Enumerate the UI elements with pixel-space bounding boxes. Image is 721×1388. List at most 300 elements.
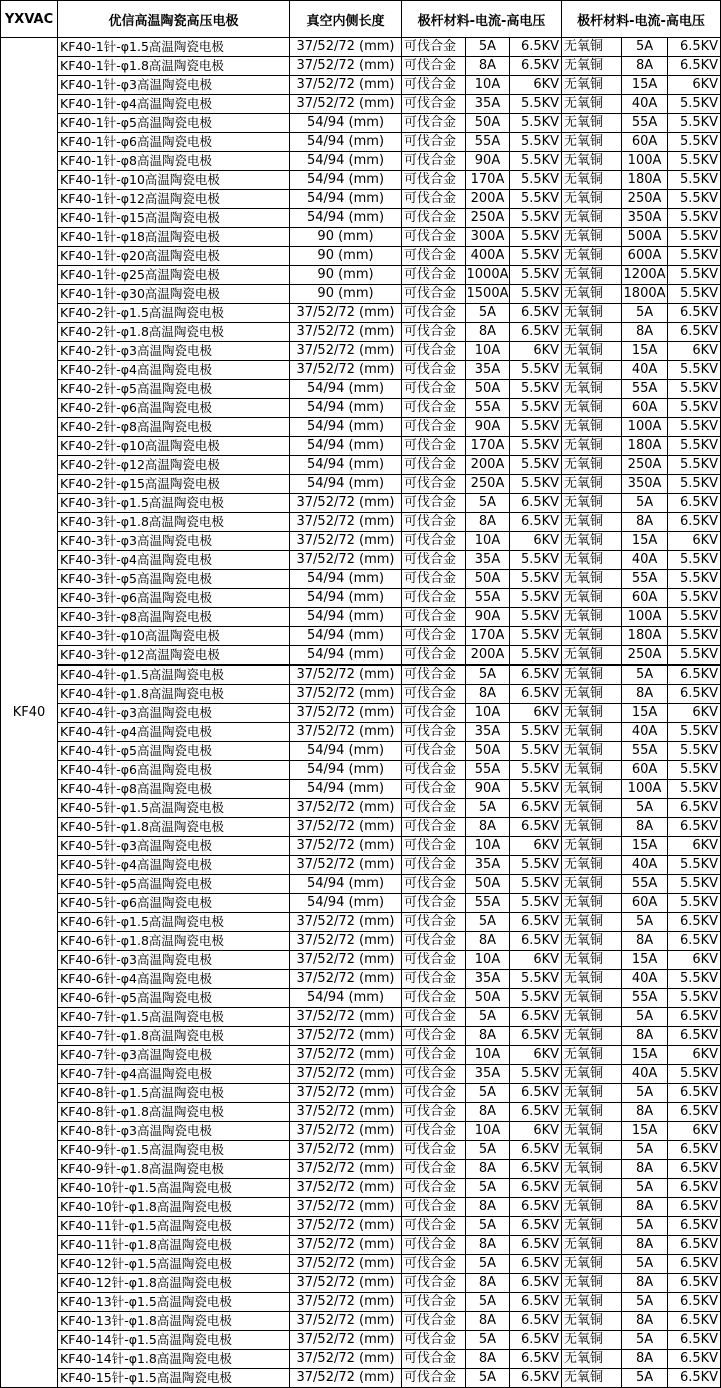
rod-material-b-cell: 无氧铜: [562, 551, 622, 570]
vacuum-length-cell: 37/52/72 (mm): [290, 323, 402, 342]
current-b-cell: 250A: [622, 456, 668, 475]
current-a-cell: 8A: [466, 1103, 510, 1122]
rod-material-b-cell: 无氧铜: [562, 646, 622, 666]
product-header: 优信高温陶瓷高压电极: [58, 1, 290, 38]
voltage-b-cell: 5.5KV: [668, 247, 721, 266]
voltage-a-cell: 5.5KV: [510, 1065, 562, 1084]
rod-material-b-cell: 无氧铜: [562, 1369, 622, 1388]
vacuum-length-cell: 37/52/72 (mm): [290, 1008, 402, 1027]
voltage-b-cell: 6.5KV: [668, 1217, 721, 1236]
current-a-cell: 90A: [466, 780, 510, 799]
table-row: [1, 913, 721, 932]
rod-material-b-cell: 无氧铜: [562, 608, 622, 627]
vacuum-length-cell: 54/94 (mm): [290, 780, 402, 799]
vacuum-length-cell: 37/52/72 (mm): [290, 1122, 402, 1141]
voltage-a-cell: 6.5KV: [510, 1179, 562, 1198]
table-row: [1, 1350, 721, 1369]
vacuum-length-cell: 37/52/72 (mm): [290, 837, 402, 856]
length-header: 真空内侧长度: [290, 1, 402, 38]
voltage-b-cell: 6KV: [668, 837, 721, 856]
current-a-cell: 35A: [466, 551, 510, 570]
vacuum-length-cell: 37/52/72 (mm): [290, 799, 402, 818]
vacuum-length-cell: 54/94 (mm): [290, 627, 402, 646]
rod-material-b-cell: 无氧铜: [562, 1008, 622, 1027]
current-b-cell: 100A: [622, 780, 668, 799]
vacuum-length-cell: 37/52/72 (mm): [290, 38, 402, 57]
voltage-a-cell: 5.5KV: [510, 875, 562, 894]
current-b-cell: 350A: [622, 209, 668, 228]
voltage-b-cell: 5.5KV: [668, 970, 721, 989]
product-name-cell: KF40-5针-φ5高温陶瓷电极: [58, 875, 290, 894]
current-a-cell: 5A: [466, 1084, 510, 1103]
current-b-cell: 60A: [622, 589, 668, 608]
voltage-a-cell: 5.5KV: [510, 761, 562, 780]
table-row: [1, 57, 721, 76]
voltage-a-cell: 6.5KV: [510, 1103, 562, 1122]
current-a-cell: 8A: [466, 818, 510, 837]
rod-material-a-cell: 可伐合金: [402, 913, 466, 932]
vacuum-length-cell: 37/52/72 (mm): [290, 1236, 402, 1255]
rod-material-b-cell: 无氧铜: [562, 1084, 622, 1103]
table-row: [1, 171, 721, 190]
voltage-b-cell: 6.5KV: [668, 932, 721, 951]
product-name-cell: KF40-1针-φ30高温陶瓷电极: [58, 285, 290, 304]
vacuum-length-cell: 54/94 (mm): [290, 989, 402, 1008]
rod-material-a-cell: 可伐合金: [402, 494, 466, 513]
current-a-cell: 200A: [466, 190, 510, 209]
current-a-cell: 8A: [466, 1350, 510, 1369]
current-a-cell: 10A: [466, 837, 510, 856]
voltage-b-cell: 5.5KV: [668, 875, 721, 894]
table-row: [1, 95, 721, 114]
vacuum-length-cell: 54/94 (mm): [290, 456, 402, 475]
table-row: [1, 704, 721, 723]
vacuum-length-cell: 37/52/72 (mm): [290, 551, 402, 570]
product-name-cell: KF40-1针-φ15高温陶瓷电极: [58, 209, 290, 228]
table-row: [1, 342, 721, 361]
table-row: [1, 475, 721, 494]
vacuum-length-cell: 37/52/72 (mm): [290, 95, 402, 114]
current-a-cell: 8A: [466, 513, 510, 532]
vacuum-length-cell: 37/52/72 (mm): [290, 1141, 402, 1160]
rod-material-a-cell: 可伐合金: [402, 989, 466, 1008]
product-name-cell: KF40-11针-φ1.8高温陶瓷电极: [58, 1236, 290, 1255]
current-a-cell: 400A: [466, 247, 510, 266]
current-a-cell: 8A: [466, 323, 510, 342]
current-a-cell: 35A: [466, 970, 510, 989]
product-name-cell: KF40-1针-φ25高温陶瓷电极: [58, 266, 290, 285]
voltage-a-cell: 5.5KV: [510, 970, 562, 989]
vacuum-length-cell: 90 (mm): [290, 247, 402, 266]
product-name-cell: KF40-2针-φ10高温陶瓷电极: [58, 437, 290, 456]
voltage-a-cell: 6.5KV: [510, 1350, 562, 1369]
product-name-cell: KF40-4针-φ4高温陶瓷电极: [58, 723, 290, 742]
rod-material-b-cell: 无氧铜: [562, 1293, 622, 1312]
product-name-cell: KF40-2针-φ12高温陶瓷电极: [58, 456, 290, 475]
table-row: [1, 723, 721, 742]
current-b-cell: 250A: [622, 646, 668, 666]
rod-material-a-cell: 可伐合金: [402, 1122, 466, 1141]
current-b-cell: 8A: [622, 513, 668, 532]
voltage-a-cell: 5.5KV: [510, 989, 562, 1008]
voltage-b-cell: 5.5KV: [668, 780, 721, 799]
table-row: [1, 951, 721, 970]
product-name-cell: KF40-2针-φ6高温陶瓷电极: [58, 399, 290, 418]
voltage-a-cell: 6.5KV: [510, 1160, 562, 1179]
voltage-b-cell: 6.5KV: [668, 323, 721, 342]
current-a-cell: 200A: [466, 456, 510, 475]
product-name-cell: KF40-6针-φ4高温陶瓷电极: [58, 970, 290, 989]
table-row: [1, 1103, 721, 1122]
vacuum-length-cell: 37/52/72 (mm): [290, 304, 402, 323]
table-row: [1, 266, 721, 285]
voltage-a-cell: 5.5KV: [510, 171, 562, 190]
rod-material-a-cell: 可伐合金: [402, 1046, 466, 1065]
voltage-a-cell: 5.5KV: [510, 361, 562, 380]
rod-material-a-cell: 可伐合金: [402, 761, 466, 780]
rod-material-a-cell: 可伐合金: [402, 704, 466, 723]
table-row: [1, 513, 721, 532]
vacuum-length-cell: 37/52/72 (mm): [290, 342, 402, 361]
voltage-b-cell: 5.5KV: [668, 266, 721, 285]
current-b-cell: 8A: [622, 818, 668, 837]
voltage-b-cell: 5.5KV: [668, 171, 721, 190]
current-b-cell: 350A: [622, 475, 668, 494]
voltage-a-cell: 5.5KV: [510, 627, 562, 646]
table-row: [1, 494, 721, 513]
rod-material-b-cell: 无氧铜: [562, 799, 622, 818]
rod-material-a-cell: 可伐合金: [402, 152, 466, 171]
rod-material-b-cell: 无氧铜: [562, 627, 622, 646]
voltage-b-cell: 6.5KV: [668, 1369, 721, 1388]
current-b-cell: 180A: [622, 437, 668, 456]
rod-material-a-cell: 可伐合金: [402, 608, 466, 627]
rod-material-a-cell: 可伐合金: [402, 646, 466, 666]
current-a-cell: 170A: [466, 627, 510, 646]
rod-material-a-cell: 可伐合金: [402, 627, 466, 646]
current-b-cell: 55A: [622, 570, 668, 589]
table-row: [1, 837, 721, 856]
table-row: [1, 1331, 721, 1350]
voltage-a-cell: 6.5KV: [510, 1008, 562, 1027]
product-name-cell: KF40-10针-φ1.8高温陶瓷电极: [58, 1198, 290, 1217]
voltage-a-cell: 6.5KV: [510, 1084, 562, 1103]
product-name-cell: KF40-4针-φ8高温陶瓷电极: [58, 780, 290, 799]
current-b-cell: 15A: [622, 1046, 668, 1065]
rod-material-a-cell: 可伐合金: [402, 380, 466, 399]
rod-material-b-cell: 无氧铜: [562, 1065, 622, 1084]
voltage-b-cell: 6.5KV: [668, 38, 721, 57]
current-b-cell: 40A: [622, 856, 668, 875]
rod-material-a-cell: 可伐合金: [402, 1369, 466, 1388]
current-b-cell: 100A: [622, 152, 668, 171]
rod-material-a-cell: 可伐合金: [402, 1027, 466, 1046]
vacuum-length-cell: 37/52/72 (mm): [290, 1255, 402, 1274]
table-row: [1, 742, 721, 761]
current-b-cell: 5A: [622, 1008, 668, 1027]
table-row: [1, 685, 721, 704]
table-row: [1, 627, 721, 646]
rod-material-a-cell: 可伐合金: [402, 799, 466, 818]
product-name-cell: KF40-3针-φ4高温陶瓷电极: [58, 551, 290, 570]
rod-material-b-cell: 无氧铜: [562, 190, 622, 209]
rod-material-a-cell: 可伐合金: [402, 951, 466, 970]
rod-material-b-cell: 无氧铜: [562, 970, 622, 989]
rod-material-a-cell: 可伐合金: [402, 1008, 466, 1027]
current-b-cell: 40A: [622, 361, 668, 380]
voltage-b-cell: 6KV: [668, 951, 721, 970]
vacuum-length-cell: 90 (mm): [290, 285, 402, 304]
voltage-b-cell: 6.5KV: [668, 1198, 721, 1217]
current-a-cell: 10A: [466, 1122, 510, 1141]
product-name-cell: KF40-7针-φ1.5高温陶瓷电极: [58, 1008, 290, 1027]
table-row: [1, 780, 721, 799]
rod-material-a-cell: 可伐合金: [402, 1160, 466, 1179]
current-a-cell: 5A: [466, 1217, 510, 1236]
rod-material-b-cell: 无氧铜: [562, 1255, 622, 1274]
rod-material-a-cell: 可伐合金: [402, 1103, 466, 1122]
product-name-cell: KF40-3针-φ5高温陶瓷电极: [58, 570, 290, 589]
current-b-cell: 5A: [622, 913, 668, 932]
vacuum-length-cell: 37/52/72 (mm): [290, 1065, 402, 1084]
voltage-a-cell: 6.5KV: [510, 1293, 562, 1312]
current-a-cell: 8A: [466, 1198, 510, 1217]
table-row: [1, 323, 721, 342]
current-a-cell: 50A: [466, 875, 510, 894]
voltage-b-cell: 5.5KV: [668, 723, 721, 742]
vacuum-length-cell: 54/94 (mm): [290, 894, 402, 913]
rod-material-a-cell: 可伐合金: [402, 894, 466, 913]
voltage-b-cell: 6KV: [668, 342, 721, 361]
rod-material-b-cell: 无氧铜: [562, 1179, 622, 1198]
current-b-cell: 8A: [622, 1103, 668, 1122]
current-a-cell: 10A: [466, 532, 510, 551]
product-name-cell: KF40-6针-φ5高温陶瓷电极: [58, 989, 290, 1008]
current-b-cell: 15A: [622, 532, 668, 551]
rod-material-b-cell: 无氧铜: [562, 856, 622, 875]
product-name-cell: KF40-1针-φ10高温陶瓷电极: [58, 171, 290, 190]
table-row: [1, 1065, 721, 1084]
vacuum-length-cell: 54/94 (mm): [290, 190, 402, 209]
voltage-b-cell: 6.5KV: [668, 913, 721, 932]
voltage-b-cell: 5.5KV: [668, 646, 721, 666]
rod-material-a-cell: 可伐合金: [402, 780, 466, 799]
vacuum-length-cell: 37/52/72 (mm): [290, 1274, 402, 1293]
vacuum-length-cell: 54/94 (mm): [290, 418, 402, 437]
vacuum-length-cell: 54/94 (mm): [290, 875, 402, 894]
table-row: [1, 551, 721, 570]
current-b-cell: 500A: [622, 228, 668, 247]
current-b-cell: 60A: [622, 133, 668, 152]
rod-material-a-cell: 可伐合金: [402, 742, 466, 761]
current-a-cell: 5A: [466, 1141, 510, 1160]
rod-material-a-cell: 可伐合金: [402, 1217, 466, 1236]
rod-material-b-cell: 无氧铜: [562, 228, 622, 247]
table-row: [1, 38, 721, 57]
current-b-cell: 40A: [622, 551, 668, 570]
rod-material-b-cell: 无氧铜: [562, 1046, 622, 1065]
product-name-cell: KF40-8针-φ3高温陶瓷电极: [58, 1122, 290, 1141]
current-b-cell: 5A: [622, 38, 668, 57]
voltage-a-cell: 6KV: [510, 951, 562, 970]
current-a-cell: 8A: [466, 1027, 510, 1046]
current-b-cell: 15A: [622, 837, 668, 856]
voltage-b-cell: 5.5KV: [668, 209, 721, 228]
vacuum-length-cell: 37/52/72 (mm): [290, 665, 402, 685]
current-a-cell: 55A: [466, 133, 510, 152]
product-name-cell: KF40-9针-φ1.8高温陶瓷电极: [58, 1160, 290, 1179]
product-name-cell: KF40-1针-φ20高温陶瓷电极: [58, 247, 290, 266]
current-a-cell: 55A: [466, 761, 510, 780]
current-a-cell: 50A: [466, 114, 510, 133]
rod-material-b-cell: 无氧铜: [562, 380, 622, 399]
voltage-a-cell: 5.5KV: [510, 608, 562, 627]
table-row: [1, 1141, 721, 1160]
rod-material-a-cell: 可伐合金: [402, 266, 466, 285]
voltage-a-cell: 6.5KV: [510, 799, 562, 818]
rod-material-a-cell: 可伐合金: [402, 247, 466, 266]
current-b-cell: 1800A: [622, 285, 668, 304]
current-b-cell: 8A: [622, 323, 668, 342]
vacuum-length-cell: 37/52/72 (mm): [290, 1084, 402, 1103]
product-name-cell: KF40-2针-φ15高温陶瓷电极: [58, 475, 290, 494]
vacuum-length-cell: 54/94 (mm): [290, 152, 402, 171]
table-row: [1, 380, 721, 399]
voltage-b-cell: 5.5KV: [668, 380, 721, 399]
current-a-cell: 35A: [466, 856, 510, 875]
voltage-b-cell: 6.5KV: [668, 1350, 721, 1369]
product-name-cell: KF40-4针-φ5高温陶瓷电极: [58, 742, 290, 761]
voltage-b-cell: 5.5KV: [668, 456, 721, 475]
voltage-b-cell: 6.5KV: [668, 1141, 721, 1160]
voltage-a-cell: 6.5KV: [510, 494, 562, 513]
current-b-cell: 8A: [622, 685, 668, 704]
current-a-cell: 35A: [466, 1065, 510, 1084]
rod-material-a-cell: 可伐合金: [402, 1293, 466, 1312]
voltage-a-cell: 6.5KV: [510, 685, 562, 704]
current-b-cell: 8A: [622, 1350, 668, 1369]
product-name-cell: KF40-2针-φ3高温陶瓷电极: [58, 342, 290, 361]
voltage-b-cell: 6.5KV: [668, 1236, 721, 1255]
voltage-b-cell: 6.5KV: [668, 799, 721, 818]
voltage-a-cell: 6.5KV: [510, 1236, 562, 1255]
rod-material-a-cell: 可伐合金: [402, 818, 466, 837]
rod-material-a-cell: 可伐合金: [402, 285, 466, 304]
rod-material-a-cell: 可伐合金: [402, 76, 466, 95]
current-a-cell: 10A: [466, 342, 510, 361]
table-row: [1, 1293, 721, 1312]
voltage-a-cell: 5.5KV: [510, 285, 562, 304]
vacuum-length-cell: 37/52/72 (mm): [290, 1103, 402, 1122]
rod-material-b-cell: 无氧铜: [562, 494, 622, 513]
voltage-a-cell: 5.5KV: [510, 380, 562, 399]
vacuum-length-cell: 37/52/72 (mm): [290, 57, 402, 76]
voltage-a-cell: 6.5KV: [510, 1141, 562, 1160]
rod-material-a-cell: 可伐合金: [402, 551, 466, 570]
product-name-cell: KF40-6针-φ1.5高温陶瓷电极: [58, 913, 290, 932]
rod-material-a-cell: 可伐合金: [402, 323, 466, 342]
table-row: [1, 1217, 721, 1236]
current-a-cell: 170A: [466, 437, 510, 456]
vacuum-length-cell: 54/94 (mm): [290, 114, 402, 133]
product-name-cell: KF40-3针-φ12高温陶瓷电极: [58, 646, 290, 666]
voltage-a-cell: 6.5KV: [510, 932, 562, 951]
voltage-b-cell: 6.5KV: [668, 1084, 721, 1103]
current-a-cell: 5A: [466, 1008, 510, 1027]
voltage-b-cell: 5.5KV: [668, 228, 721, 247]
table-row: [1, 247, 721, 266]
voltage-b-cell: 6.5KV: [668, 685, 721, 704]
voltage-a-cell: 6.5KV: [510, 513, 562, 532]
vacuum-length-cell: 37/52/72 (mm): [290, 1027, 402, 1046]
rod-material-a-cell: 可伐合金: [402, 570, 466, 589]
current-a-cell: 8A: [466, 1160, 510, 1179]
voltage-b-cell: 6.5KV: [668, 494, 721, 513]
vacuum-length-cell: 54/94 (mm): [290, 761, 402, 780]
current-b-cell: 15A: [622, 951, 668, 970]
current-a-cell: 5A: [466, 304, 510, 323]
vacuum-length-cell: 90 (mm): [290, 266, 402, 285]
current-a-cell: 170A: [466, 171, 510, 190]
product-name-cell: KF40-5针-φ4高温陶瓷电极: [58, 856, 290, 875]
current-a-cell: 35A: [466, 723, 510, 742]
product-name-cell: KF40-1针-φ1.5高温陶瓷电极: [58, 38, 290, 57]
vacuum-length-cell: 54/94 (mm): [290, 437, 402, 456]
product-name-cell: KF40-6针-φ3高温陶瓷电极: [58, 951, 290, 970]
rod-material-b-cell: 无氧铜: [562, 1122, 622, 1141]
table-row: [1, 1312, 721, 1331]
table-row: [1, 399, 721, 418]
voltage-a-cell: 5.5KV: [510, 570, 562, 589]
product-name-cell: KF40-9针-φ1.5高温陶瓷电极: [58, 1141, 290, 1160]
product-name-cell: KF40-3针-φ10高温陶瓷电极: [58, 627, 290, 646]
current-b-cell: 8A: [622, 932, 668, 951]
voltage-a-cell: 5.5KV: [510, 95, 562, 114]
voltage-a-cell: 5.5KV: [510, 152, 562, 171]
rod-material-a-cell: 可伐合金: [402, 456, 466, 475]
current-a-cell: 90A: [466, 152, 510, 171]
rod-material-b-cell: 无氧铜: [562, 152, 622, 171]
rod-material-b-cell: 无氧铜: [562, 57, 622, 76]
rod-material-b-cell: 无氧铜: [562, 989, 622, 1008]
rod-material-b-cell: 无氧铜: [562, 475, 622, 494]
rod-material-b-cell: 无氧铜: [562, 38, 622, 57]
vacuum-length-cell: 54/94 (mm): [290, 475, 402, 494]
table-row: [1, 608, 721, 627]
rod-material-a-cell: 可伐合金: [402, 856, 466, 875]
voltage-b-cell: 6.5KV: [668, 818, 721, 837]
product-name-cell: KF40-5针-φ1.5高温陶瓷电极: [58, 799, 290, 818]
current-b-cell: 8A: [622, 1027, 668, 1046]
current-a-cell: 300A: [466, 228, 510, 247]
rod-material-b-cell: 无氧铜: [562, 894, 622, 913]
voltage-b-cell: 5.5KV: [668, 608, 721, 627]
current-a-cell: 50A: [466, 380, 510, 399]
voltage-a-cell: 6.5KV: [510, 1369, 562, 1388]
voltage-a-cell: 5.5KV: [510, 418, 562, 437]
voltage-a-cell: 6.5KV: [510, 1217, 562, 1236]
rod-material-b-cell: 无氧铜: [562, 304, 622, 323]
voltage-a-cell: 5.5KV: [510, 589, 562, 608]
product-name-cell: KF40-8针-φ1.8高温陶瓷电极: [58, 1103, 290, 1122]
voltage-a-cell: 5.5KV: [510, 266, 562, 285]
voltage-b-cell: 6.5KV: [668, 1255, 721, 1274]
table-row: [1, 856, 721, 875]
rod-material-a-cell: 可伐合金: [402, 1141, 466, 1160]
current-b-cell: 100A: [622, 418, 668, 437]
voltage-a-cell: 6.5KV: [510, 304, 562, 323]
vacuum-length-cell: 54/94 (mm): [290, 742, 402, 761]
